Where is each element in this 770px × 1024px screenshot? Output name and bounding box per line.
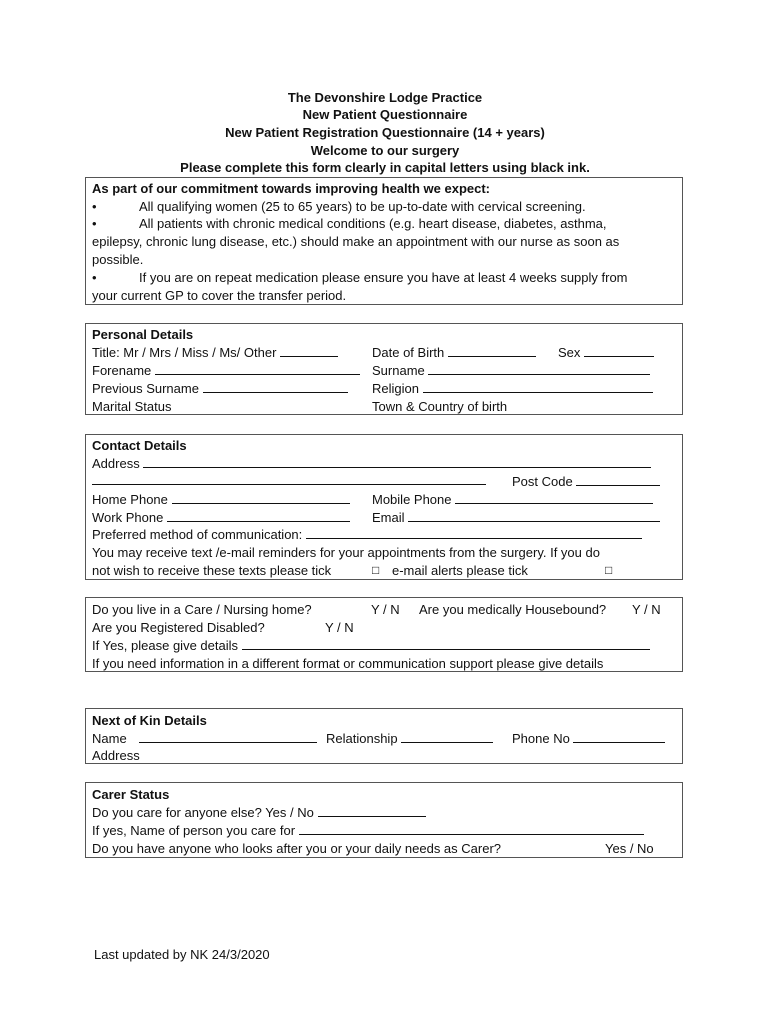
bullet-3-text: If you are on repeat medication please ensure you have at least 4 weeks supply from: [139, 270, 628, 285]
kin-name-line[interactable]: [139, 731, 317, 743]
postcode-field[interactable]: [512, 473, 660, 490]
email-alerts-checkbox[interactable]: □: [605, 563, 613, 577]
address-line-2[interactable]: [92, 473, 486, 485]
kin-phone-field[interactable]: [512, 730, 665, 747]
bullet-icon: •: [92, 216, 97, 231]
form-title: New Patient Questionnaire: [302, 107, 468, 122]
intro-bullet-1: [92, 198, 586, 215]
kin-name-label: Name: [92, 731, 127, 746]
forename-label: Forename: [92, 363, 152, 378]
forename-line[interactable]: [155, 363, 360, 375]
email-label: Email: [372, 510, 405, 525]
forename-field[interactable]: [92, 362, 360, 379]
intro-bullet-2: [92, 215, 607, 232]
email-line[interactable]: [408, 510, 660, 522]
housebound-question: Are you medically Housebound?: [419, 602, 607, 617]
cared-person-line[interactable]: [299, 823, 644, 835]
text-opt-out-label: not wish to receive these texts please tick: [92, 563, 332, 578]
postcode-line[interactable]: [576, 474, 660, 486]
preferred-method-label: Preferred method of communication:: [92, 527, 303, 542]
format-support-text: If you need information in a different format or communication support please give details: [92, 656, 604, 671]
relationship-label: Relationship: [326, 731, 398, 746]
sex-line[interactable]: [584, 345, 654, 357]
bullet-2-text: All patients with chronic medical conditions (e.g. heart disease, diabetes, asthma,: [139, 216, 607, 231]
instruction-text: Please complete this form clearly in capital letters using black ink.: [180, 160, 590, 175]
home-phone-label: Home Phone: [92, 492, 168, 507]
work-phone-field[interactable]: [92, 509, 350, 526]
title-line[interactable]: [280, 345, 338, 357]
intro-heading: As part of our commitment towards improving health we expect:: [92, 181, 491, 196]
previous-surname-line[interactable]: [203, 381, 348, 393]
work-phone-line[interactable]: [167, 510, 350, 522]
title-field[interactable]: [92, 344, 338, 361]
religion-line[interactable]: [423, 381, 653, 393]
has-carer-yes-no[interactable]: Yes / No: [605, 841, 654, 856]
intro-bullet-2-cont: epilepsy, chronic lung disease, etc.) should make an appointment with our nurse as soon as: [92, 234, 620, 249]
surname-line[interactable]: [428, 363, 650, 375]
previous-surname-label: Previous Surname: [92, 381, 199, 396]
disability-details-label: If Yes, please give details: [92, 638, 238, 653]
cared-person-field[interactable]: [92, 822, 644, 839]
personal-heading: Personal Details: [92, 327, 194, 342]
bullet-icon: •: [92, 199, 97, 214]
sex-label: Sex: [558, 345, 581, 360]
title-label: Title: Mr / Mrs / Miss / Ms/ Other: [92, 345, 277, 360]
religion-field[interactable]: [372, 380, 653, 397]
mobile-phone-line[interactable]: [455, 492, 653, 504]
kin-address-label: Address: [92, 748, 140, 763]
address-line-1[interactable]: [143, 456, 651, 468]
address-field[interactable]: [92, 455, 651, 472]
kin-name-field[interactable]: [92, 730, 317, 747]
dob-field[interactable]: [372, 344, 536, 361]
kin-phone-line[interactable]: [573, 731, 665, 743]
postcode-label: Post Code: [512, 474, 573, 489]
home-phone-line[interactable]: [172, 492, 350, 504]
sex-field[interactable]: [558, 344, 654, 361]
preferred-method-field[interactable]: [92, 526, 642, 543]
work-phone-label: Work Phone: [92, 510, 164, 525]
kin-heading: Next of Kin Details: [92, 713, 207, 728]
email-alerts-label: e-mail alerts please tick: [392, 563, 528, 578]
previous-surname-field[interactable]: [92, 380, 348, 397]
disability-details-line[interactable]: [242, 638, 650, 650]
intro-bullet-2-end: possible.: [92, 252, 144, 267]
care-anyone-line[interactable]: [318, 805, 426, 817]
housebound-yn[interactable]: Y / N: [632, 602, 661, 617]
form-subtitle: New Patient Registration Questionnaire (14 + years): [225, 125, 545, 140]
dob-label: Date of Birth: [372, 345, 445, 360]
carer-heading: Carer Status: [92, 787, 170, 802]
welcome-text: Welcome to our surgery: [310, 143, 460, 158]
relationship-field[interactable]: [326, 730, 493, 747]
has-carer-question: Do you have anyone who looks after you or your daily needs as Carer?: [92, 841, 502, 856]
care-anyone-field[interactable]: [92, 804, 426, 821]
bullet-icon: •: [92, 270, 97, 285]
religion-label: Religion: [372, 381, 419, 396]
intro-bullet-3: [92, 269, 628, 286]
mobile-phone-label: Mobile Phone: [372, 492, 452, 507]
text-opt-out-checkbox[interactable]: □: [372, 563, 380, 577]
email-field[interactable]: [372, 509, 660, 526]
care-home-yn[interactable]: Y / N: [371, 602, 400, 617]
surname-label: Surname: [372, 363, 425, 378]
contact-heading: Contact Details: [92, 438, 187, 453]
disabled-question: Are you Registered Disabled?: [92, 620, 265, 635]
last-updated-text: Last updated by NK 24/3/2020: [94, 947, 270, 962]
intro-bullet-3-cont: your current GP to cover the transfer period.: [92, 288, 347, 303]
surname-field[interactable]: [372, 362, 650, 379]
home-phone-field[interactable]: [92, 491, 350, 508]
preferred-method-line[interactable]: [306, 527, 642, 539]
practice-name: The Devonshire Lodge Practice: [287, 90, 483, 105]
relationship-line[interactable]: [401, 731, 493, 743]
address-line-2-wrap[interactable]: [92, 472, 486, 489]
disability-details-field[interactable]: [92, 637, 650, 654]
address-label: Address: [92, 456, 140, 471]
care-home-question: Do you live in a Care / Nursing home?: [92, 602, 312, 617]
care-anyone-label: Do you care for anyone else? Yes / No: [92, 805, 314, 820]
bullet-1-text: All qualifying women (25 to 65 years) to be up-to-date with cervical screening.: [139, 199, 586, 214]
cared-person-label: If yes, Name of person you care for: [92, 823, 296, 838]
town-country-label: Town & Country of birth: [372, 399, 508, 414]
marital-status-label: Marital Status: [92, 399, 172, 414]
mobile-phone-field[interactable]: [372, 491, 653, 508]
disabled-yn[interactable]: Y / N: [325, 620, 354, 635]
reminders-text: You may receive text /e-mail reminders for your appointments from the surgery. If you do: [92, 545, 600, 560]
kin-phone-label: Phone No: [512, 731, 570, 746]
dob-line[interactable]: [448, 345, 536, 357]
